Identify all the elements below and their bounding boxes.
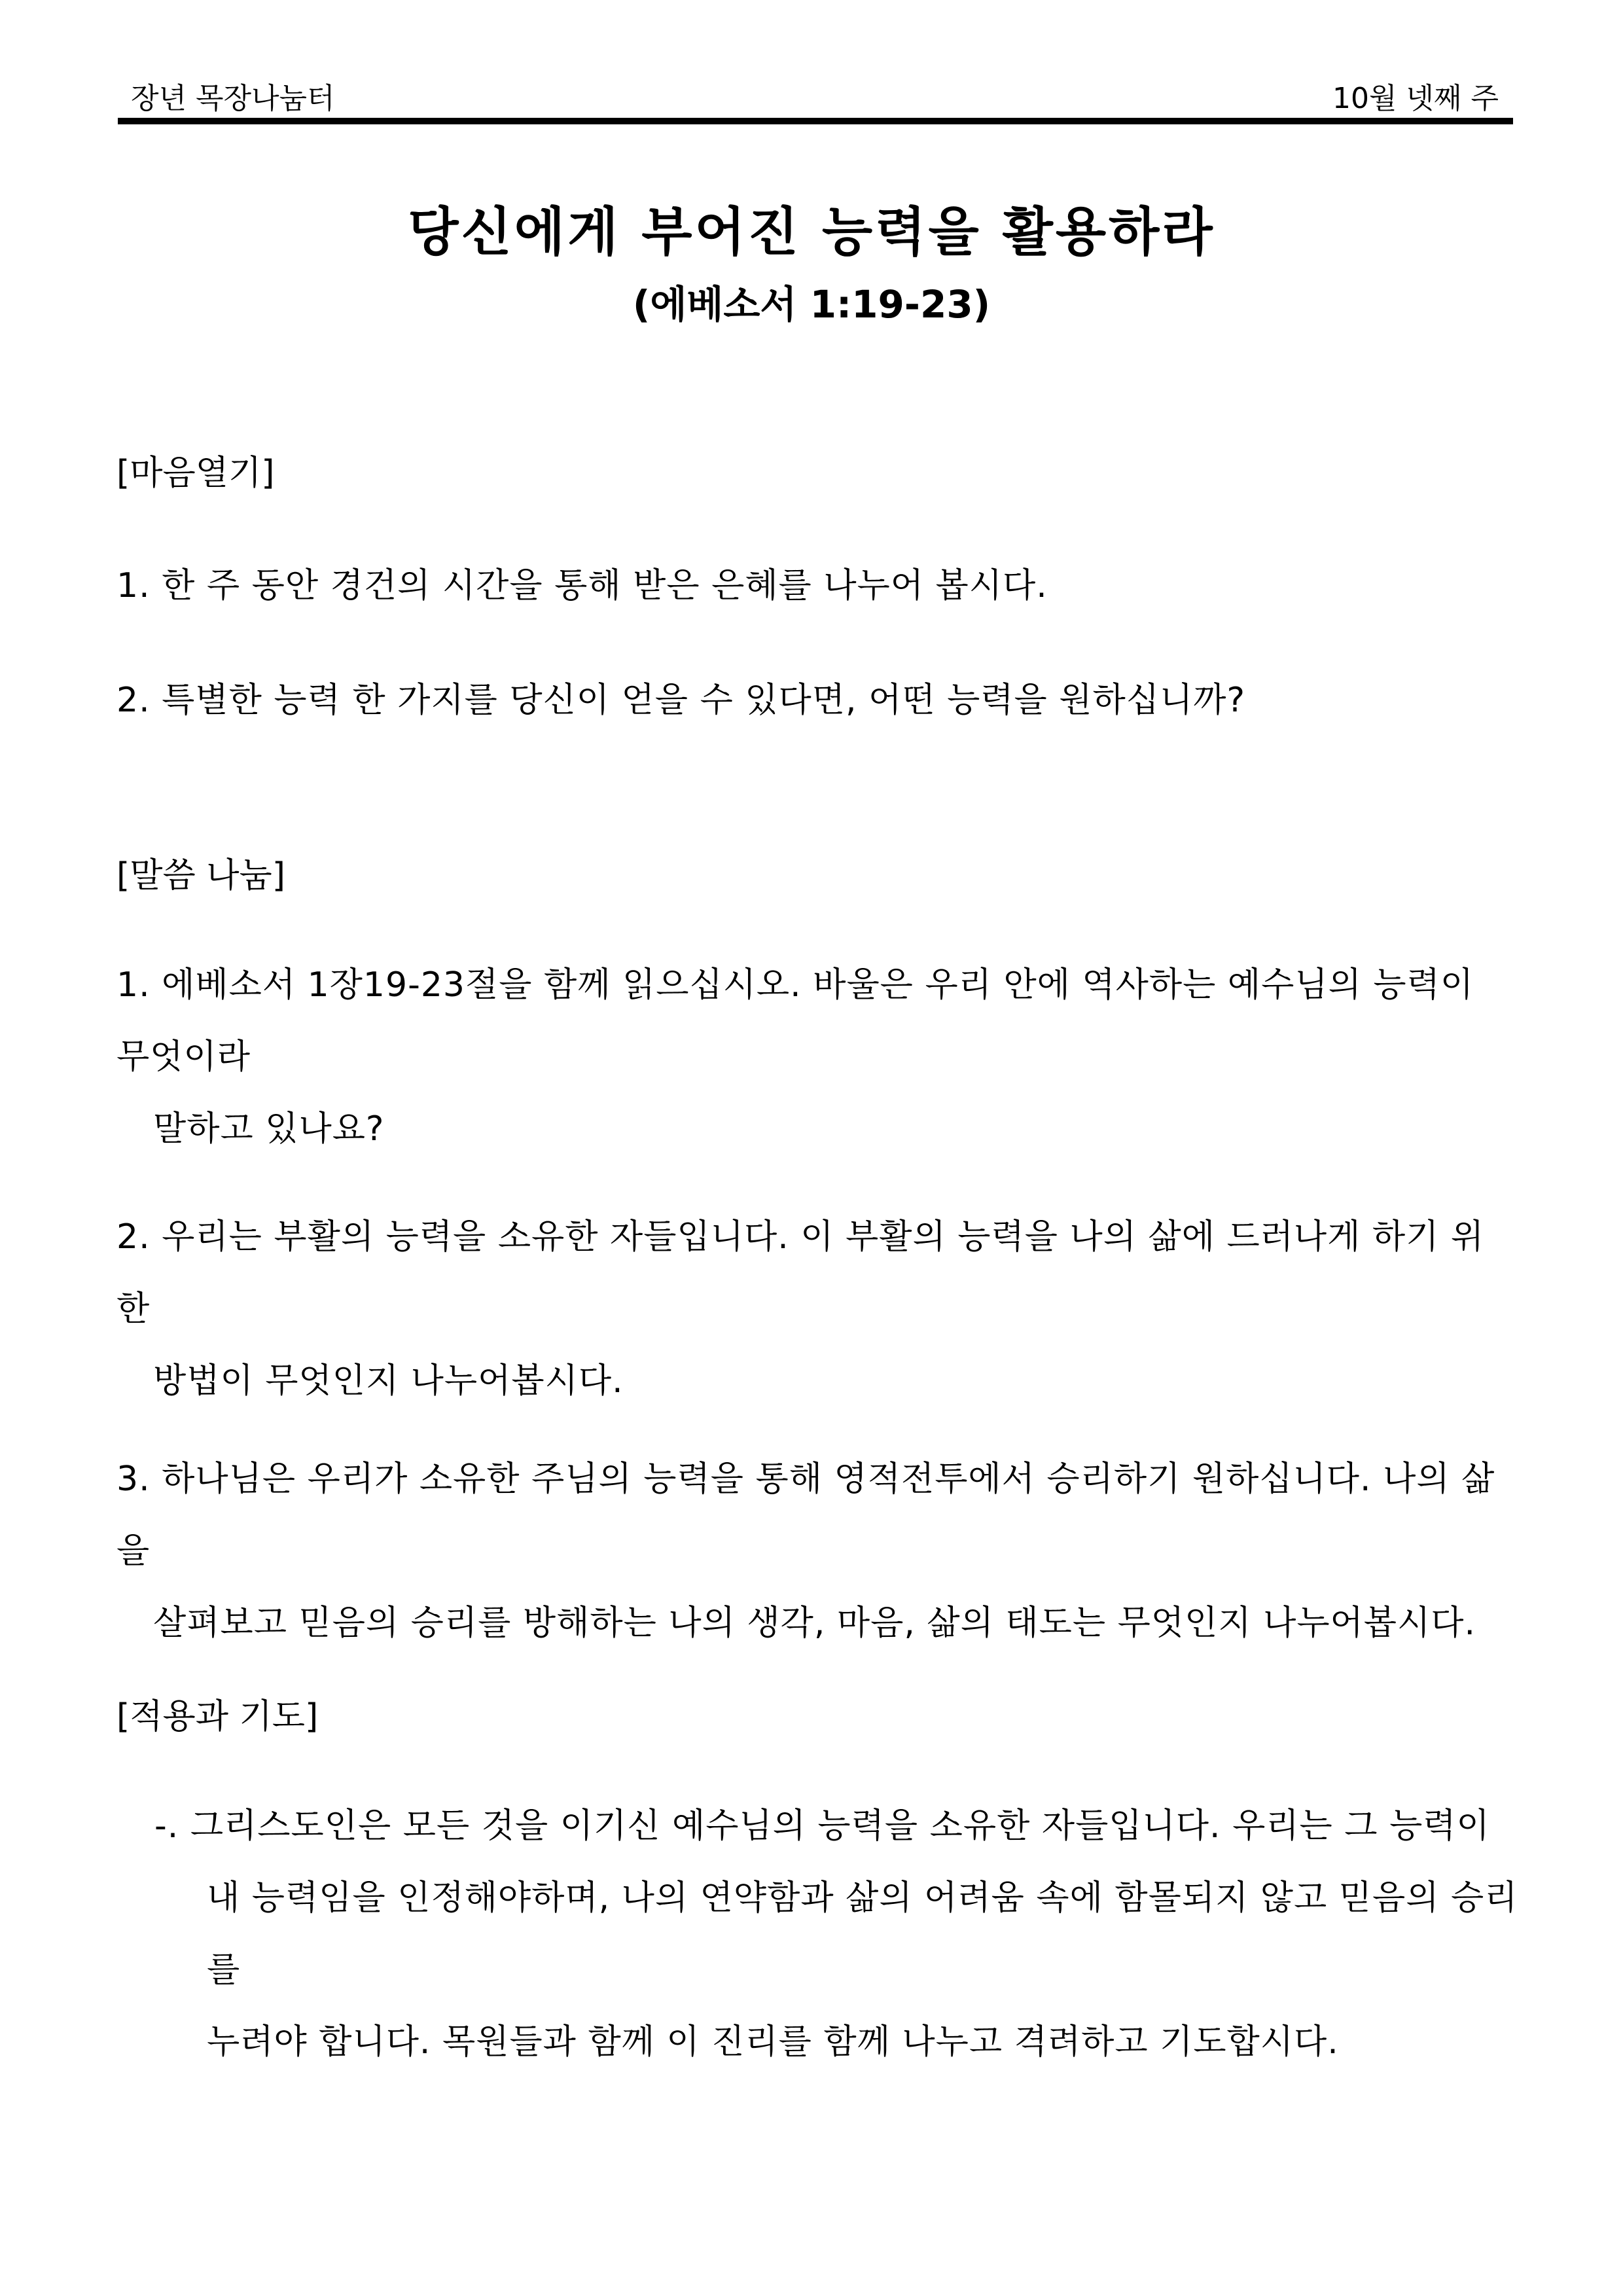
word-question-3-line1: 3. 하나님은 우리가 소유한 주님의 능력을 통해 영적전투에서 승리하기 원하십니다. 나의 삶을 (116, 1460, 1495, 1571)
word-question-1-line2: 말하고 있나요? (153, 1109, 385, 1149)
word-question-3-line2: 살펴보고 믿음의 승리를 방해하는 나의 생각, 마음, 삶의 태도는 무엇인지 나누어봅시다. (153, 1604, 1476, 1643)
header-right-label: 10월 넷째 주 (1332, 82, 1499, 115)
page-title: 당신에게 부어진 능력을 활용하라 (408, 201, 1215, 262)
word-question-2-line2: 방법이 무엇인지 나누어봅시다. (153, 1361, 624, 1401)
page-header (118, 65, 1512, 118)
section-heading-opening: [마음열기] (116, 454, 275, 493)
apply-line-1: -. 그리스도인은 모든 것을 이기신 예수님의 능력을 소유한 자들입니다. 우리는 그 능력이 (154, 1806, 1490, 1846)
word-question-2-line1: 2. 우리는 부활의 능력을 소유한 자들입니다. 이 부활의 능력을 나의 삶에 드러나게 하기 위한 (116, 1217, 1485, 1329)
word-question-1 (116, 949, 1517, 1165)
apply-paragraph (154, 1790, 1529, 2078)
section-heading-apply: [적용과 기도] (116, 1697, 319, 1736)
section-heading-word: [말씀 나눔] (116, 856, 286, 895)
apply-line-2: 내 능력임을 인정해야하며, 나의 연약함과 삶의 어려움 속에 함몰되지 않고 믿음의 승리를 (207, 1878, 1518, 1990)
page-subtitle: (에베소서 1:19-23) (632, 282, 991, 327)
word-question-2 (116, 1201, 1517, 1417)
word-question-3 (116, 1443, 1517, 1659)
opening-question-1: 1. 한 주 동안 경건의 시간을 통해 받은 은혜를 나누어 봅시다. (116, 566, 1048, 605)
header-divider (118, 118, 1513, 124)
header-left-label: 장년 목장나눔터 (131, 82, 335, 115)
apply-line-3: 누려야 합니다. 목원들과 함께 이 진리를 함께 나누고 격려하고 기도합시다. (207, 2022, 1339, 2062)
word-question-1-line1: 1. 에베소서 1장19-23절을 함께 읽으십시오. 바울은 우리 안에 역사하는 예수님의 능력이 무엇이라 (116, 965, 1474, 1077)
opening-question-2: 2. 특별한 능력 한 가지를 당신이 얻을 수 있다면, 어떤 능력을 원하십니까? (116, 681, 1246, 720)
